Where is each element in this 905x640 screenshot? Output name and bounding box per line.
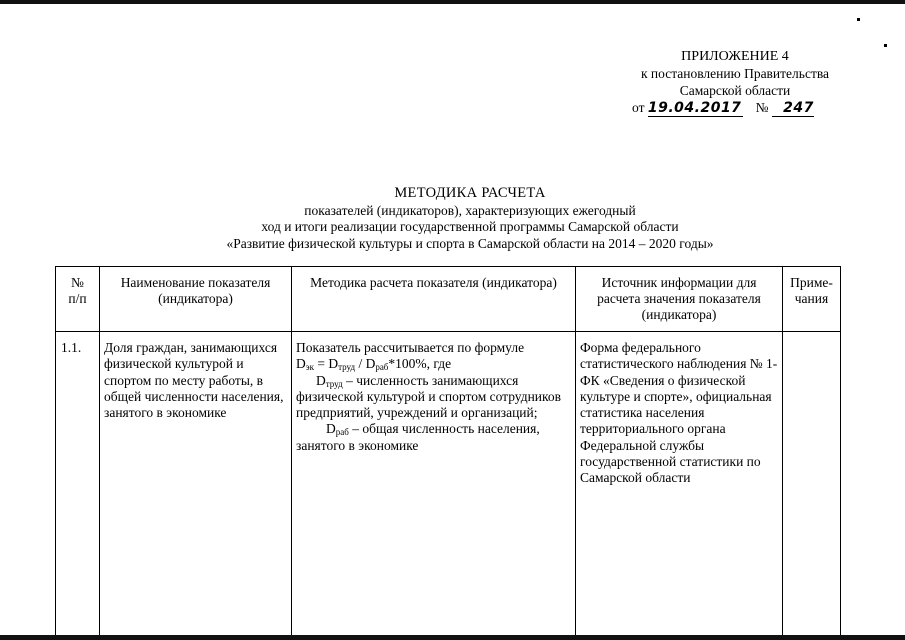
annex-resolution-line: к постановлению Правительства: [640, 66, 830, 81]
handwritten-date: 19.04.2017: [647, 100, 742, 116]
method-definition-rab: $D_{раб}$ – общая численность населения, занятого в экономике: [296, 421, 540, 453]
heading-line-3: «Развитие физической культуры и спорта в Самарской области на 2014 – 2020 годы»: [226, 235, 714, 251]
document-heading: [150, 185, 790, 252]
methodology-table: [55, 266, 841, 636]
annex-region-line: Самарской области: [679, 83, 791, 98]
scan-speck: [884, 44, 887, 47]
heading-title: МЕТОДИКА РАСЧЕТА: [394, 185, 546, 201]
header-name: Наименование показателя (индикатора): [100, 267, 292, 332]
method-definition-trud: $D_{труд}$ – численность занимающихся физической культурой и спортом сотрудников предприятий, учреждений и организаций;: [296, 372, 562, 421]
header-method: Методика расчета показателя (индикатора): [292, 267, 576, 332]
row-method: [292, 332, 576, 637]
row-number: 1.1.: [56, 332, 100, 637]
top-scan-border: [0, 0, 905, 4]
row-note: [783, 332, 841, 637]
number-label: №: [755, 100, 769, 115]
header-number: № п/п: [56, 267, 100, 332]
method-formula: $D_{эк} = D_{труд} / D_{раб}*100\%$, где: [296, 356, 452, 373]
table-header-row: [56, 267, 841, 332]
date-prefix: от: [632, 100, 645, 115]
header-source: Источник информации для расчета значения показателя (индикатора): [576, 267, 783, 332]
heading-line-1: показателей (индикаторов), характеризующих ежегодный: [304, 202, 636, 218]
table-row: [56, 332, 841, 637]
annex-title: ПРИЛОЖЕНИЕ 4: [681, 49, 789, 64]
method-intro: Показатель рассчитывается по формуле: [296, 340, 525, 355]
row-source: Форма федерального статистического наблюдения № 1-ФК «Сведения о физической культуре и спорте», официальная статистика населения территориального органа Федеральной службы государственной статистики по Самарской области: [576, 332, 783, 637]
scan-speck: [857, 18, 860, 21]
annex-block: [575, 48, 895, 99]
row-indicator-name: Доля граждан, занимающихся физической культурой и спортом по месту работы, в общей численности населения, занятого в экономике: [100, 332, 292, 637]
bottom-scan-border: [0, 635, 905, 640]
header-note: Приме- чания: [783, 267, 841, 332]
heading-line-2: ход и итоги реализации государственной программы Самарской области: [261, 219, 679, 234]
annex-date-number: [632, 100, 892, 117]
handwritten-number: 247: [772, 101, 814, 117]
